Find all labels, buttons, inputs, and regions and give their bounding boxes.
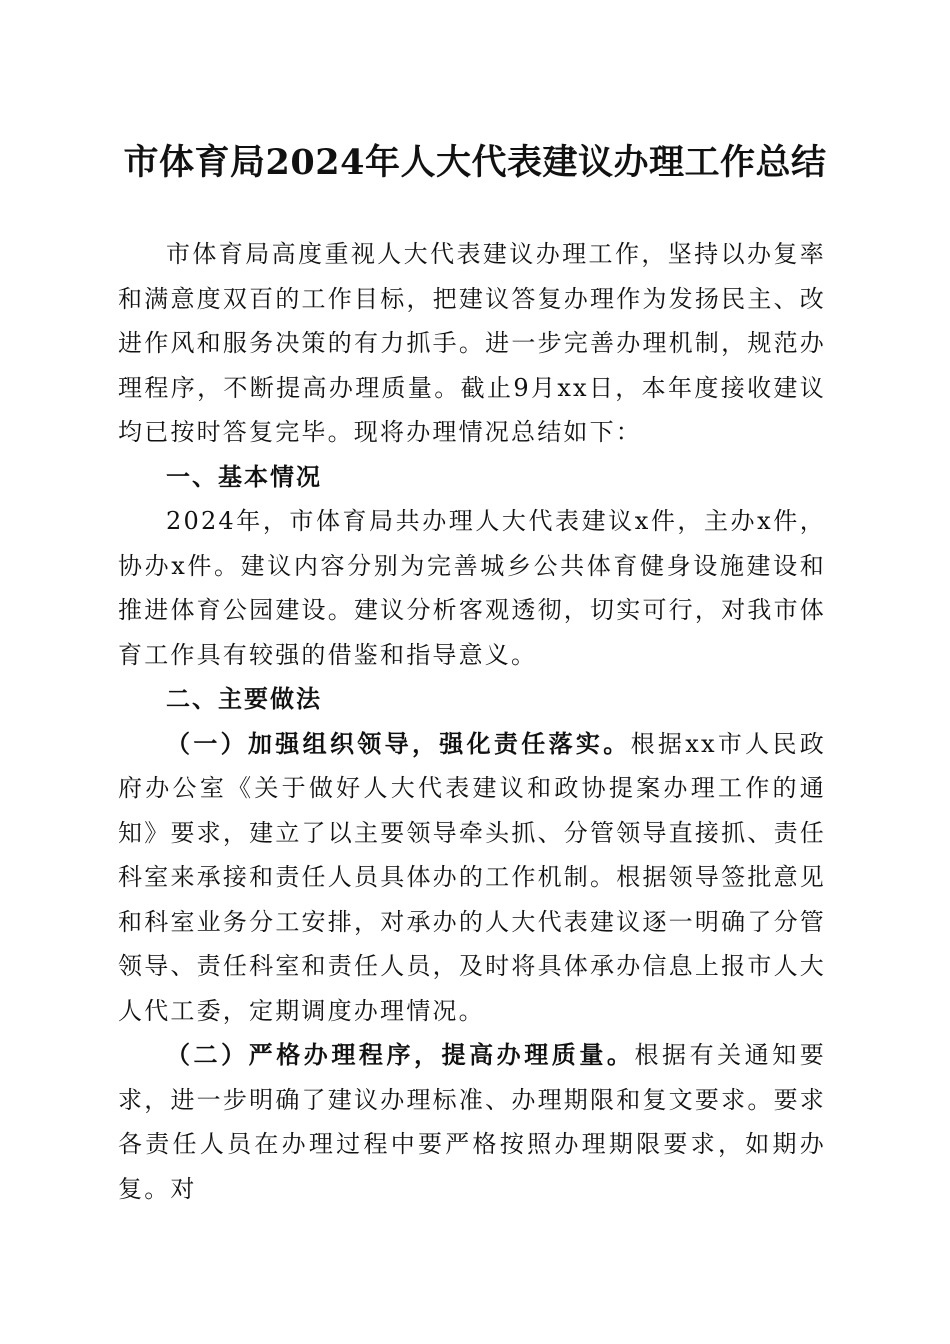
document-title: 市体育局2024年人大代表建议办理工作总结 [123, 142, 827, 183]
practice-paragraph-2 [118, 1033, 826, 1211]
practice-1-body: 根据xx市人民政府办公室《关于做好人大代表建议和政协提案办理工作的通知》要求，建立了以主要领导牵头抓、分管领导直接抓、责任科室来承接和责任人员具体办的工作机制。根据领导签批意见和科室业务分工安排，对承办的人大代表建议逐一明确了分管领导、责任科室和责任人员，及时将具体承办信息上报市人大人代工委，定期调度办理情况。 [118, 729, 826, 1025]
section-heading-main-practices: 二、主要做法 [166, 685, 322, 713]
practice-paragraph-1 [118, 722, 826, 1034]
document-body [118, 232, 826, 1211]
practice-2-body: 根据有关通知要求，进一步明确了建议办理标准、办理期限和复文要求。要求各责任人员在办理过程中要严格按照办理期限要求，如期办复。对 [118, 1041, 826, 1203]
basic-situation-paragraph: 2024年，市体育局共办理人大代表建议x件，主办x件，协办x件。建议内容分别为完善城乡公共体育健身设施建设和推进体育公园建设。建议分析客观透彻，切实可行，对我市体育工作具有较强的借鉴和指导意义。 [118, 507, 826, 669]
practice-1-lead: （一）加强组织领导，强化责任落实。 [166, 728, 631, 758]
practice-2-lead: （二）严格办理程序，提高办理质量。 [166, 1040, 635, 1069]
intro-paragraph: 市体育局高度重视人大代表建议办理工作，坚持以办复率和满意度双百的工作目标，把建议答复办理作为发扬民主、改进作风和服务决策的有力抓手。进一步完善办理机制，规范办理程序，不断提高办理质量。截止9月xx日，本年度接收建议均已按时答复完毕。现将办理情况总结如下： [118, 240, 826, 446]
section-heading-basic-situation: 一、基本情况 [166, 462, 322, 491]
